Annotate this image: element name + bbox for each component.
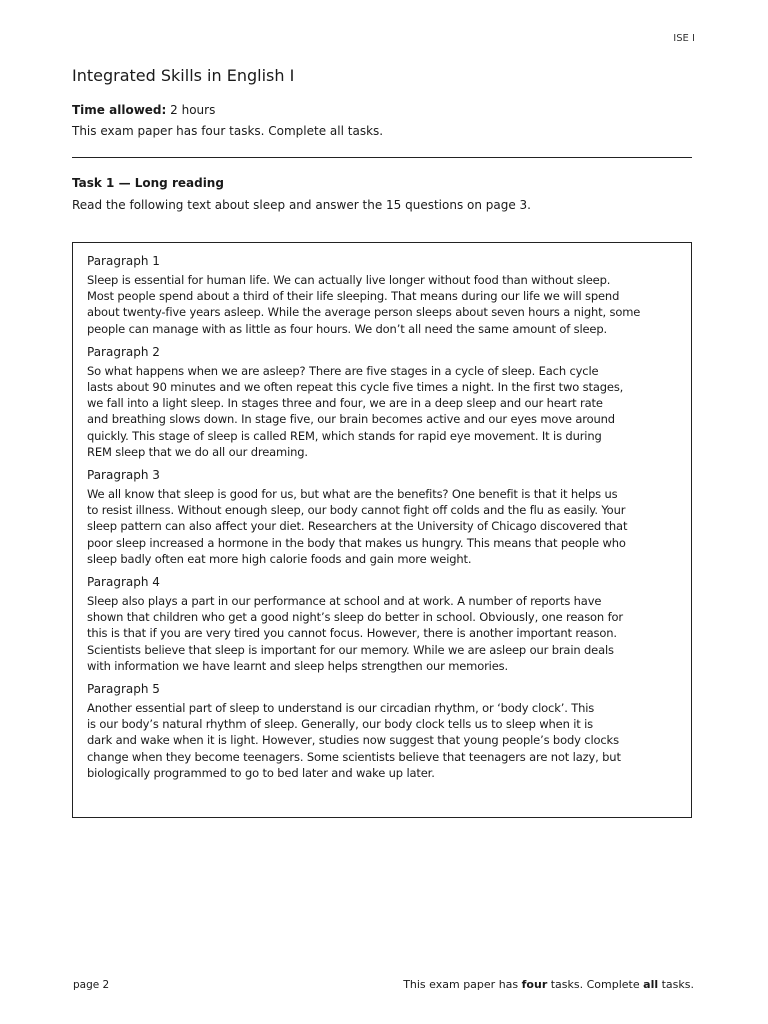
paragraph-heading: Paragraph 5	[87, 682, 160, 697]
paragraph	[87, 574, 679, 674]
paragraph-body	[87, 272, 679, 337]
paragraph-line: shown that children who get a good night’s sleep do better in school. Obviously, one reason for	[87, 610, 623, 625]
paragraph-heading: Paragraph 2	[87, 344, 160, 359]
paragraph-line: is our body’s natural rhythm of sleep. Generally, our body clock tells us to sleep when it is	[87, 717, 594, 732]
paragraph-line: poor sleep increased a hormone in the body that makes us hungry. This means that people who	[87, 535, 626, 550]
exam-code: ISE I	[673, 33, 695, 44]
footer-note-part: tasks.	[658, 978, 694, 991]
paragraph-line: to resist illness. Without enough sleep, our body cannot fight off colds and the flu as easily. Your	[87, 503, 626, 518]
paragraph-line: Most people spend about a third of their life sleeping. That means during our life we will spend	[87, 289, 620, 304]
paragraph-line: sleep pattern can also affect your diet. Researchers at the University of Chicago discovered that	[87, 519, 628, 534]
paragraph	[87, 467, 679, 567]
paragraph-heading: Paragraph 1	[87, 254, 160, 268]
paragraph-line: So what happens when we are asleep? There are five stages in a cycle of sleep. Each cycle	[87, 363, 599, 378]
paragraph-line: change when they become teenagers. Some scientists believe that teenagers are not lazy, but	[87, 749, 621, 764]
footer-note-part: This exam paper has	[403, 978, 522, 991]
paragraph	[87, 344, 679, 460]
paragraph-line: this is that if you are very tired you cannot focus. However, there is another important reason.	[87, 626, 617, 641]
paragraph-line: lasts about 90 minutes and we often repeat this cycle five times a night. In the first two stages,	[87, 380, 624, 395]
time-allowed-value: 2 hours	[170, 103, 216, 117]
footer-note-part: tasks. Complete	[547, 978, 644, 991]
paragraph-line: Sleep is essential for human life. We can actually live longer without food than without sleep.	[87, 273, 611, 287]
time-allowed	[72, 103, 215, 117]
paragraph-line: people can manage with as little as four hours. We don’t all need the same amount of sleep.	[87, 321, 608, 336]
task-heading: Task 1 — Long reading	[72, 176, 224, 190]
paragraph-line: we fall into a light sleep. In stages three and four, we are in a deep sleep and our heart rate	[87, 396, 603, 411]
paragraph-line: Another essential part of sleep to understand is our circadian rhythm, or ‘body clock’. This	[87, 701, 595, 716]
paragraph-line: biologically programmed to go to bed later and wake up later.	[87, 765, 435, 780]
task-instruction: Read the following text about sleep and answer the 15 questions on page 3.	[72, 198, 531, 212]
paragraph	[87, 253, 679, 337]
time-allowed-label: Time allowed:	[72, 103, 167, 117]
footer-note-bold: all	[643, 978, 659, 991]
paragraph-body	[87, 700, 679, 781]
paragraph-line: REM sleep that we do all our dreaming.	[87, 444, 308, 459]
paragraph-line: with information we have learnt and sleep helps strengthen our memories.	[87, 658, 509, 673]
paragraph-line: Sleep also plays a part in our performance at school and at work. A number of reports have	[87, 594, 602, 609]
footer-note-bold: four	[521, 978, 548, 991]
paragraph-line: and breathing slows down. In stage five, our brain becomes active and our eyes move around	[87, 412, 615, 427]
page-title: Integrated Skills in English I	[72, 66, 295, 85]
paragraph-body	[87, 486, 679, 567]
paragraph-body	[87, 363, 679, 460]
paragraph-line: about twenty-five years asleep. While the average person sleeps about seven hours a night, some	[87, 305, 641, 320]
paragraph-line: dark and wake when it is light. However, studies now suggest that young people’s body clocks	[87, 733, 619, 748]
divider	[72, 157, 692, 158]
footer-tasks-note	[403, 978, 694, 991]
paragraph-line: We all know that sleep is good for us, but what are the benefits? One benefit is that it helps us	[87, 487, 618, 502]
paragraph-heading: Paragraph 4	[87, 575, 160, 590]
paragraph-line: Scientists believe that sleep is important for our memory. While we are asleep our brain deals	[87, 642, 614, 657]
paragraph-body	[87, 593, 679, 674]
tasks-note: This exam paper has four tasks. Complete all tasks.	[72, 124, 384, 138]
paragraph	[87, 681, 679, 781]
paragraph-heading: Paragraph 3	[87, 468, 160, 483]
reading-text-box	[72, 242, 692, 818]
page-number: page 2	[73, 979, 110, 991]
paragraph-line: quickly. This stage of sleep is called REM, which stands for rapid eye movement. It is during	[87, 428, 602, 443]
paragraph-line: sleep badly often eat more high calorie foods and gain more weight.	[87, 551, 472, 566]
